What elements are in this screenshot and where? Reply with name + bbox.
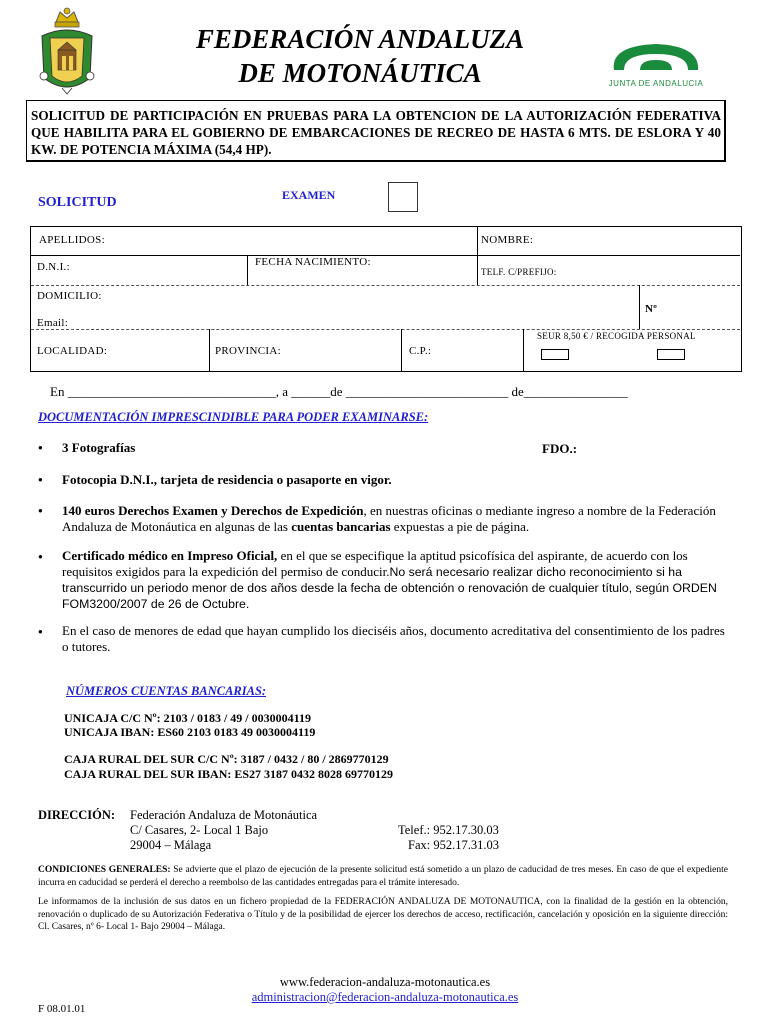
doc-item-dni: Fotocopia D.N.I., tarjeta de residencia o pasaporte en vigor. bbox=[62, 472, 392, 487]
form-col-divider bbox=[247, 255, 248, 285]
conditions-text: Se advierte que el plazo de ejecución de la presente solicitud está sometido a un plazo de caducidad de tres meses. En caso de que el expediente incurra en caducidad se perderá el derecho a reembolso de las cantidades entregadas para el trámite interesado. bbox=[38, 865, 728, 888]
seur-label: SEUR 8,50 € / RECOGIDA PERSONAL bbox=[537, 331, 696, 341]
nombre-field[interactable]: NOMBRE: bbox=[481, 234, 534, 246]
fecha-nacimiento-field[interactable]: FECHA NACIMIENTO: bbox=[255, 256, 371, 268]
telefono-field[interactable]: TELF. C/PREFIJO: bbox=[481, 267, 557, 277]
caja-rural-iban: CAJA RURAL DEL SUR IBAN: ES27 3187 0432 8028 69770129 bbox=[64, 767, 394, 781]
email-field[interactable]: Email: bbox=[37, 317, 69, 329]
doc-item-photos: 3 Fotografías bbox=[62, 440, 136, 455]
bullet-icon: ● bbox=[38, 443, 43, 452]
bank-accounts-bold: cuentas bancarias bbox=[291, 519, 391, 534]
bank-heading: NÚMEROS CUENTAS BANCARIAS: bbox=[66, 684, 267, 698]
dni-field[interactable]: D.N.I.: bbox=[37, 261, 70, 273]
applicant-form bbox=[30, 226, 742, 372]
form-row-divider bbox=[31, 329, 740, 330]
fees-text: , en nuestras oficinas o mediante ingreso a nombre de la Federación Andaluza de Motonáutica en algunas de las bbox=[62, 503, 716, 534]
fees-end: expuestas a pie de página. bbox=[390, 519, 530, 534]
address-line2: C/ Casares, 2- Local 1 Bajo bbox=[130, 823, 269, 837]
medical-note: No será necesario realizar dicho reconocimiento si ha transcurrido un periodo menor de dos años desde la fecha de obtención o renovación de cualquier título, según ORDEN FOM3200/2007 de 26 de Octubre. bbox=[62, 565, 717, 611]
form-row-divider bbox=[31, 285, 740, 286]
fax: Fax: 952.17.31.03 bbox=[408, 838, 499, 852]
unicaja-account: UNICAJA C/C Nº: 2103 / 0183 / 49 / 0030004119 bbox=[64, 711, 311, 725]
form-col-divider bbox=[639, 285, 640, 329]
federation-crest-logo bbox=[36, 6, 98, 98]
bullet-icon: ● bbox=[38, 627, 43, 636]
address-line1: Federación Andaluza de Motonáutica bbox=[130, 808, 318, 822]
junta-emblem-icon bbox=[600, 40, 712, 74]
doc-item-fees bbox=[62, 503, 730, 535]
subject-text: SOLICITUD DE PARTICIPACIÓN EN PRUEBAS PARA LA OBTENCION DE LA AUTORIZACIÓN FEDERATIVA QUE HABILITA PARA EL GOBIERNO DE EMBARCACIONES DE RECREO DE HASTA 6 MTS. DE ESLORA Y 40 KW. DE POTENCIA MÁXIMA (54,4 HP). bbox=[31, 108, 721, 157]
form-row-divider bbox=[31, 255, 740, 256]
address-label: DIRECCIÓN: bbox=[38, 808, 116, 822]
cp-field[interactable]: C.P.: bbox=[409, 345, 432, 357]
privacy-notice: Le informamos de la inclusión de sus datos en un fichero propiedad de la FEDERACIÓN ANDALUZA DE MOTONAUTICA, con la finalidad de la gestión en la obtención, renovación o duplicado de su Autorización Federativa o Título y de la posibilidad de ejercer los derechos de acceso, rectificación, cancelación y oposición en la siguiente dirección: Cl. Casares, nº 6- Local 1- Bajo 29004 – Málaga. bbox=[38, 897, 728, 932]
examen-checkbox[interactable] bbox=[388, 182, 418, 212]
federation-title-line2: DE MOTONÁUTICA bbox=[238, 58, 482, 88]
doc-item-minors: En el caso de menores de edad que hayan cumplido los dieciséis años, documento acreditativa del consentimiento de los padres o tutores. bbox=[62, 623, 725, 654]
fees-bold: 140 euros Derechos Examen y Derechos de Expedición bbox=[62, 503, 364, 518]
recogida-personal-checkbox[interactable] bbox=[657, 349, 685, 360]
medical-text: en el que se especifique la aptitud psicofísica del aspirante, de acuerdo con los requisitos exigidos para la expedición del permiso de conducir. bbox=[62, 548, 688, 579]
solicitud-label: SOLICITUD bbox=[38, 195, 117, 210]
junta-andalucia-logo bbox=[600, 40, 712, 86]
domicilio-field[interactable]: DOMICILIO: bbox=[37, 290, 102, 302]
numero-field[interactable]: Nº bbox=[645, 303, 658, 315]
apellidos-field[interactable]: APELLIDOS: bbox=[39, 234, 105, 246]
medical-bold: Certificado médico en Impreso Oficial, bbox=[62, 548, 278, 563]
signature-label: FDO.: bbox=[542, 441, 578, 456]
localidad-field[interactable]: LOCALIDAD: bbox=[37, 345, 108, 357]
doc-item-medical bbox=[62, 548, 730, 612]
form-col-divider bbox=[477, 227, 478, 285]
subject-box bbox=[26, 100, 726, 162]
bullet-icon: ● bbox=[38, 475, 43, 484]
caja-rural-account: CAJA RURAL DEL SUR C/C Nº: 3187 / 0432 / 80 / 2869770129 bbox=[64, 752, 389, 766]
general-conditions bbox=[38, 864, 728, 889]
form-code: F 08.01.01 bbox=[38, 1003, 86, 1015]
form-col-divider bbox=[209, 329, 210, 371]
form-col-divider bbox=[401, 329, 402, 371]
provincia-field[interactable]: PROVINCIA: bbox=[215, 345, 281, 357]
federation-title-line1: FEDERACIÓN ANDALUZA bbox=[195, 24, 525, 54]
bullet-icon: ● bbox=[38, 552, 43, 561]
website-link[interactable]: www.federacion-andaluza-motonautica.es bbox=[279, 975, 491, 989]
telephone: Telef.: 952.17.30.03 bbox=[398, 823, 499, 837]
junta-logo-text: JUNTA DE ANDALUCIA bbox=[608, 79, 704, 88]
documentation-heading: DOCUMENTACIÓN IMPRESCINDIBLE PARA PODER EXAMINARSE: bbox=[38, 410, 429, 424]
address-line3: 29004 – Málaga bbox=[130, 838, 212, 852]
email-link[interactable]: administracion@federacion-andaluza-motonautica.es bbox=[251, 990, 519, 1004]
conditions-label: CONDICIONES GENERALES: bbox=[38, 865, 171, 875]
examen-label: EXAMEN bbox=[282, 188, 336, 202]
unicaja-iban: UNICAJA IBAN: ES60 2103 0183 49 0030004119 bbox=[64, 725, 316, 739]
place-date-line[interactable]: En ________________________________, a ______de _________________________ de________________ bbox=[50, 384, 628, 399]
form-col-divider bbox=[523, 329, 524, 371]
bullet-icon: ● bbox=[38, 506, 43, 515]
seur-checkbox[interactable] bbox=[541, 349, 569, 360]
